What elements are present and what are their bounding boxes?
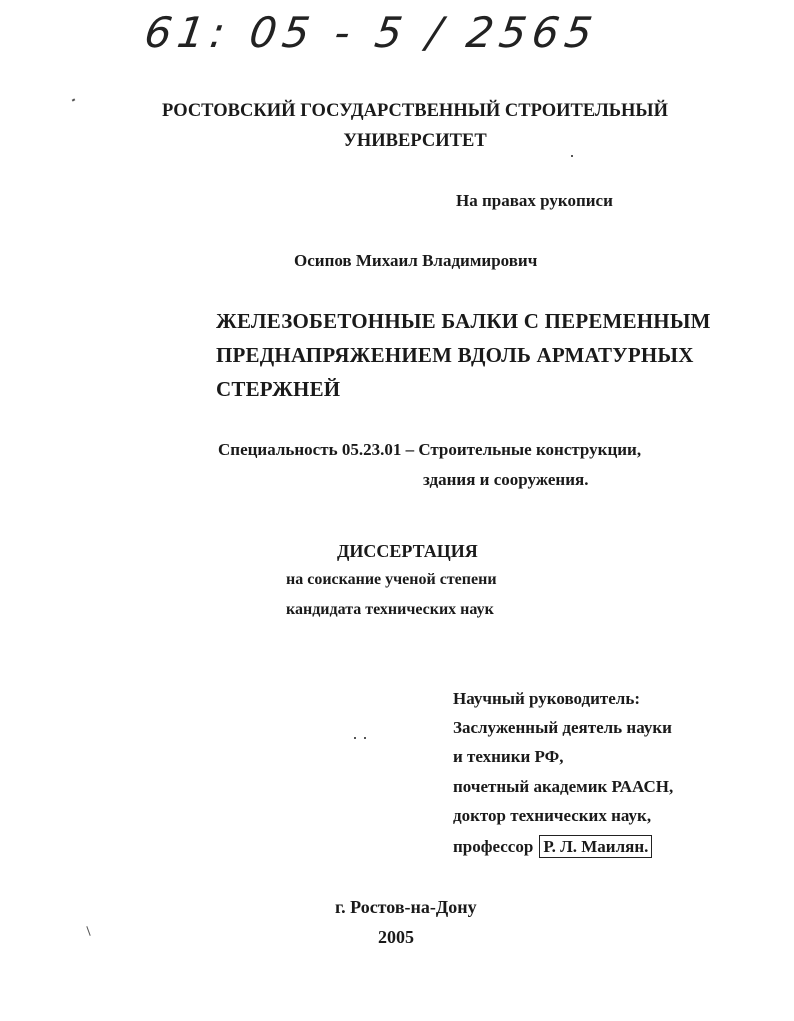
dissertation-title-line-1: ЖЕЛЕЗОБЕТОННЫЕ БАЛКИ С ПЕРЕМЕННЫМ — [216, 309, 711, 333]
scan-speck — [86, 926, 90, 936]
supervisor-position: профессор — [453, 837, 534, 856]
specialty-line-2: здания и сооружения. — [423, 470, 589, 489]
supervisor-title-line-2: и техники РФ, — [453, 747, 564, 766]
supervisor-title-line-1: Заслуженный деятель науки — [453, 718, 672, 737]
specialty-line-1: Специальность 05.23.01 – Строительные конструкции, — [218, 440, 642, 459]
university-name-line-2: УНИВЕРСИТЕТ — [343, 131, 487, 151]
supervisor-title-line-4: доктор технических наук, — [453, 806, 652, 825]
city: г. Ростов-на-Дону — [335, 897, 477, 917]
handwritten-catalog-number: 61: 05 - 5 / 2565 — [141, 8, 602, 57]
scan-speck — [364, 737, 366, 739]
degree-line-1: на соискание ученой степени — [286, 571, 497, 588]
year: 2005 — [378, 927, 414, 947]
supervisor-label: Научный руководитель: — [453, 689, 640, 708]
manuscript-rights-note: На правах рукописи — [456, 191, 613, 210]
scan-speck — [571, 155, 573, 157]
dissertation-title-line-3: СТЕРЖНЕЙ — [216, 377, 341, 401]
scan-speck — [354, 737, 356, 739]
author-name: Осипов Михаил Владимирович — [294, 251, 538, 270]
dissertation-heading: ДИССЕРТАЦИЯ — [337, 541, 478, 561]
dissertation-title-line-2: ПРЕДНАПРЯЖЕНИЕМ ВДОЛЬ АРМАТУРНЫХ — [216, 343, 694, 367]
supervisor-title-line-3: почетный академик РААСН, — [453, 777, 674, 796]
university-name-line-1: РОСТОВСКИЙ ГОСУДАРСТВЕННЫЙ СТРОИТЕЛЬНЫЙ — [162, 101, 668, 121]
supervisor-name-box: Р. Л. Маилян. — [539, 835, 652, 858]
supervisor-position-line — [453, 835, 652, 858]
degree-line-2: кандидата технических наук — [286, 601, 494, 618]
